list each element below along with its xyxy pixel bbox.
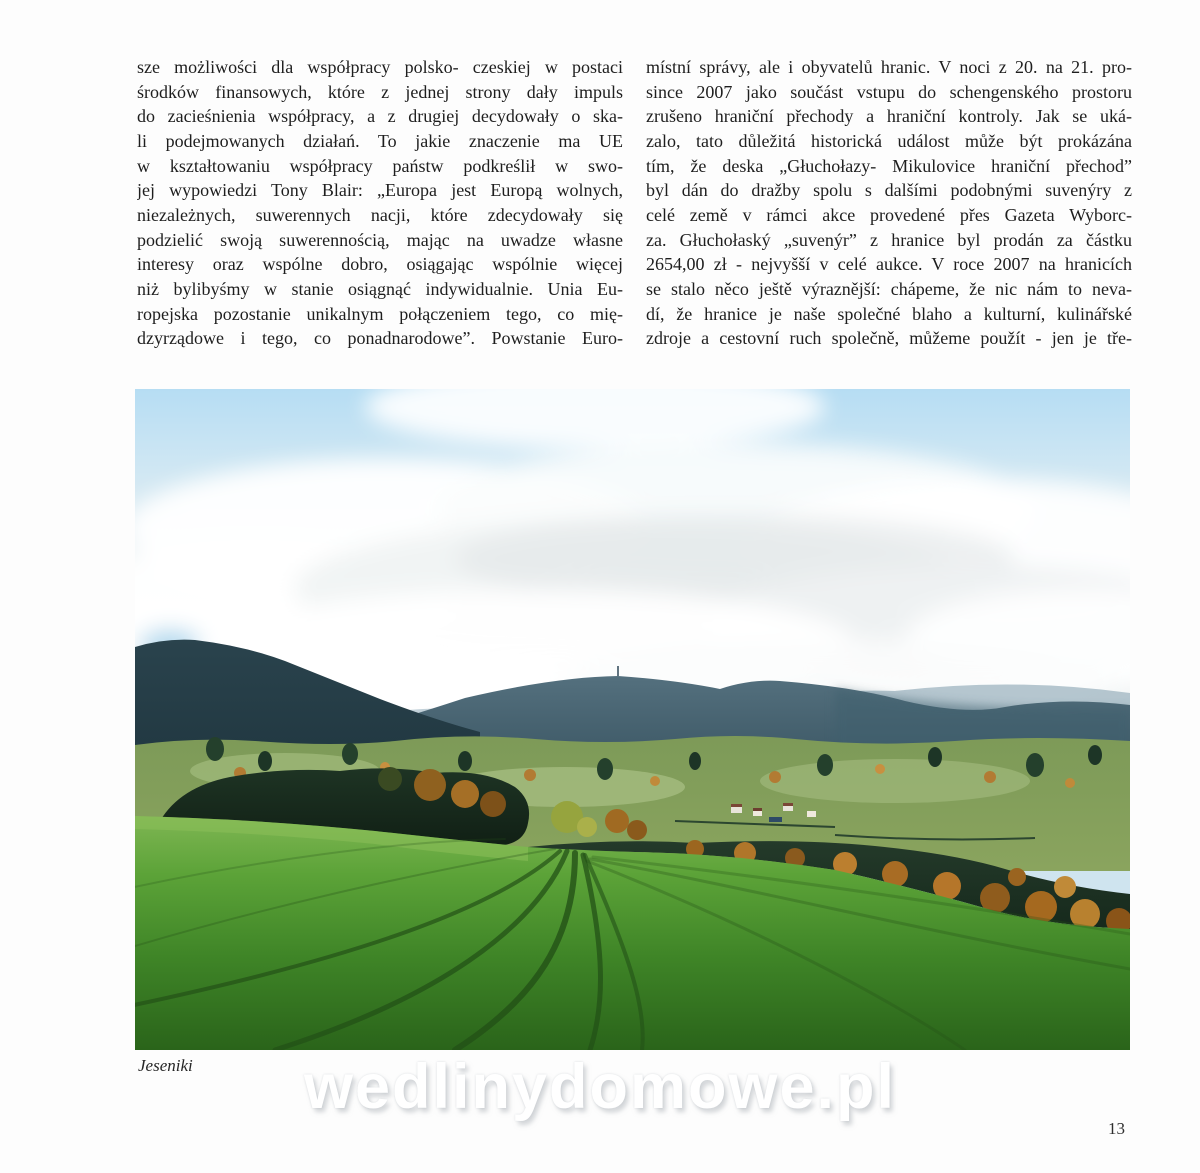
text-line: sze możliwości dla współpracy polsko- czeskiej w postaci [137, 57, 623, 77]
text-line: dí, že hranice je naše společné blaho a kulturní, kulinářské [646, 303, 1132, 324]
text-line: celé země v rámci akce provedené přes Gazeta Wyborc- [646, 204, 1132, 225]
text-line: ropejska pozostanie unikalnym połączeniem tego, co mię- [137, 303, 623, 324]
text-line: podzielić swoją suwerennością, mając na uwadze własne [137, 229, 623, 250]
text-line: zdroje a cestovní ruch společně, můžeme použít - jen je tře- [646, 328, 1132, 349]
text-line: zalo, tato důležitá historická událost může být prokázána [646, 130, 1132, 151]
text-line: dzyrządowe i tego, co ponadnarodowe”. Powstanie Euro- [137, 328, 623, 349]
text-line: do zacieśnienia współpracy, a z drugiej decydowały o ska- [137, 106, 623, 127]
body-text [137, 55, 1132, 351]
text-column-left [137, 55, 623, 351]
text-line: środków finansowych, które z jednej strony dały impuls [137, 81, 623, 102]
text-line: za. Głuchołaský „suvenýr” z hranice byl prodán za částku [646, 229, 1132, 250]
text-line: niż bylibyśmy w stanie osiągnąć indywidualnie. Unia Eu- [137, 278, 623, 299]
text-line: se stalo něco ještě výraznější: chápeme, že nic nám to neva- [646, 278, 1132, 299]
jeseniky-photo [135, 389, 1130, 1050]
landscape-illustration [135, 389, 1130, 1050]
text-line: 2654,00 zł - nejvyšší v celé aukce. V roce 2007 na hranicích [646, 254, 1132, 275]
text-line: tím, že deska „Głuchołazy- Mikulovice hraniční přechod” [646, 155, 1132, 176]
watermark: wedlinydomowe.pl [303, 1052, 897, 1122]
text-line: li podejmowanych działań. To jakie znaczenie ma UE [137, 130, 623, 151]
page-number: 13 [1108, 1119, 1125, 1138]
photo-caption: Jeseniki [138, 1056, 193, 1075]
text-column-right [646, 55, 1132, 351]
text-line: byl dán do dražby spolu s dalšími podobnými suvenýry z [646, 180, 1132, 201]
text-line: w kształtowaniu współpracy państw podkreślił w swo- [137, 155, 623, 176]
text-line: místní správy, ale i obyvatelů hranic. V noci z 20. na 21. pro- [646, 57, 1132, 77]
text-line: zrušeno hraniční přechody a hraniční kontroly. Jak se uká- [646, 106, 1132, 127]
text-line: since 2007 jako součást vstupu do schengenského prostoru [646, 81, 1132, 102]
text-line: jej wypowiedzi Tony Blair: „Europa jest Europą wolnych, [137, 180, 623, 201]
text-line: niezależnych, suwerennych nacji, które zdecydowały się [137, 204, 623, 225]
text-line: interesy oraz wspólne dobro, osiągając wspólnie więcej [137, 254, 623, 275]
